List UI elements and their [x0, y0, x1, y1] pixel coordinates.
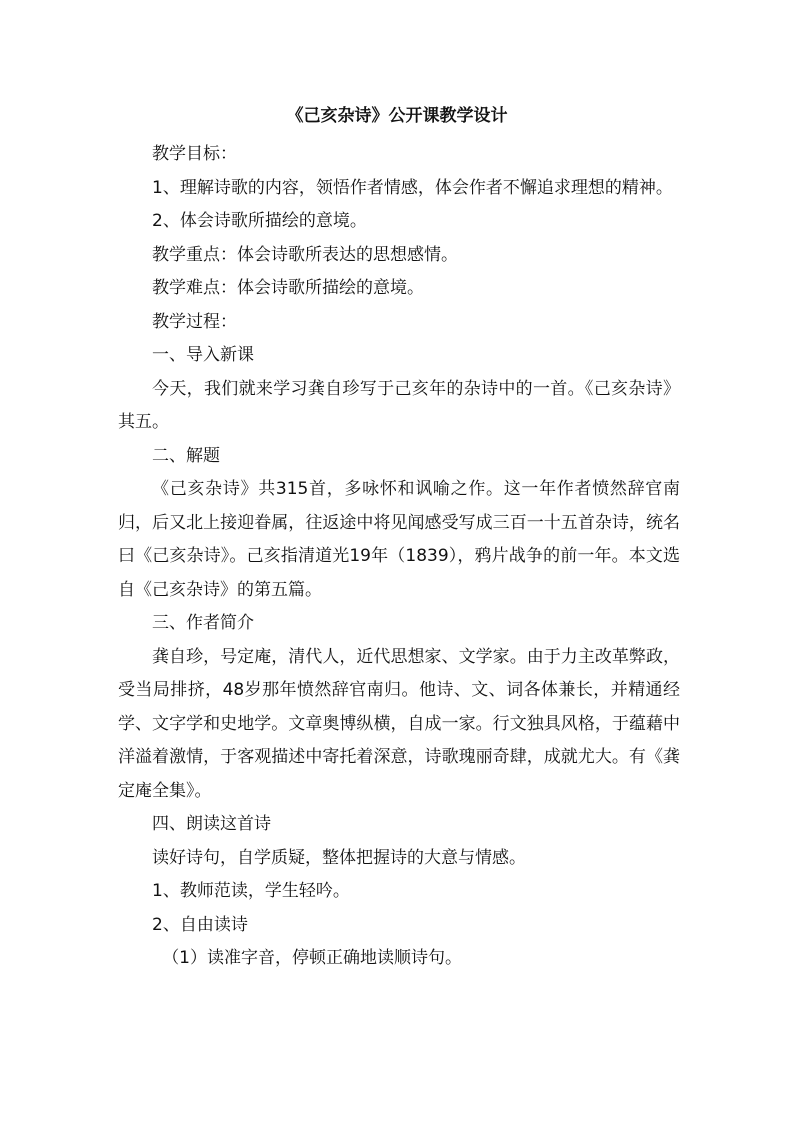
intro-paragraph: 今天，我们就来学习龚自珍写于己亥年的杂诗中的一首。《己亥杂诗》其五。 [118, 378, 680, 432]
title-explanation-paragraph: 《己亥杂诗》共315首，多咏怀和讽喻之作。这一年作者愤然辞官南归，后又北上接迎眷属，往返途中将见闻感受写成三百一十五首杂诗，统名曰《己亥杂诗》。己亥指清道光19年（1839），鸦片战争的前一年。本文选自《己亥杂诗》的第五篇。 [118, 479, 680, 600]
section-heading-objectives: 教学目标： [152, 144, 237, 164]
teaching-difficulty: 教学难点：体会诗歌所描绘的意境。 [152, 278, 424, 298]
document-title: 《己亥杂诗》公开课教学设计 [286, 106, 508, 126]
step-heading-author: 三、作者简介 [152, 613, 254, 633]
reading-item-2: 2、自由读诗 [152, 914, 248, 935]
reading-paragraph: 读好诗句，自学质疑，整体把握诗的大意与情感。 [152, 847, 526, 868]
author-paragraph: 龚自珍，号定庵，清代人，近代思想家、文学家。由于力主改革弊政，受当局排挤，48岁那年愤然辞官南归。他诗、文、词各体兼长，并精通经学、文字学和史地学。文章奥博纵横，自成一家。行文独具风格，于蕴藉中洋溢着激情，于客观描述中寄托着深意，诗歌瑰丽奇肆，成就尤大。有《龚定庵全集》。 [118, 646, 680, 801]
reading-item-1: 1、教师范读，学生轻吟。 [152, 881, 350, 901]
reading-subitem-1: （1）读准字音，停顿正确地读顺诗句。 [162, 948, 463, 968]
objective-item-1: 1、理解诗歌的内容，领悟作者情感，体会作者不懈追求理想的精神。 [152, 177, 673, 198]
teaching-key-point: 教学重点：体会诗歌所表达的思想感情。 [152, 244, 458, 265]
step-heading-reading: 四、朗读这首诗 [152, 814, 271, 834]
step-heading-intro: 一、导入新课 [152, 345, 254, 365]
step-heading-title-explanation: 二、解题 [152, 445, 220, 466]
document-body [118, 138, 680, 976]
section-heading-process: 教学过程： [152, 311, 237, 332]
objective-item-2: 2、体会诗歌所描绘的意境。 [152, 211, 367, 231]
